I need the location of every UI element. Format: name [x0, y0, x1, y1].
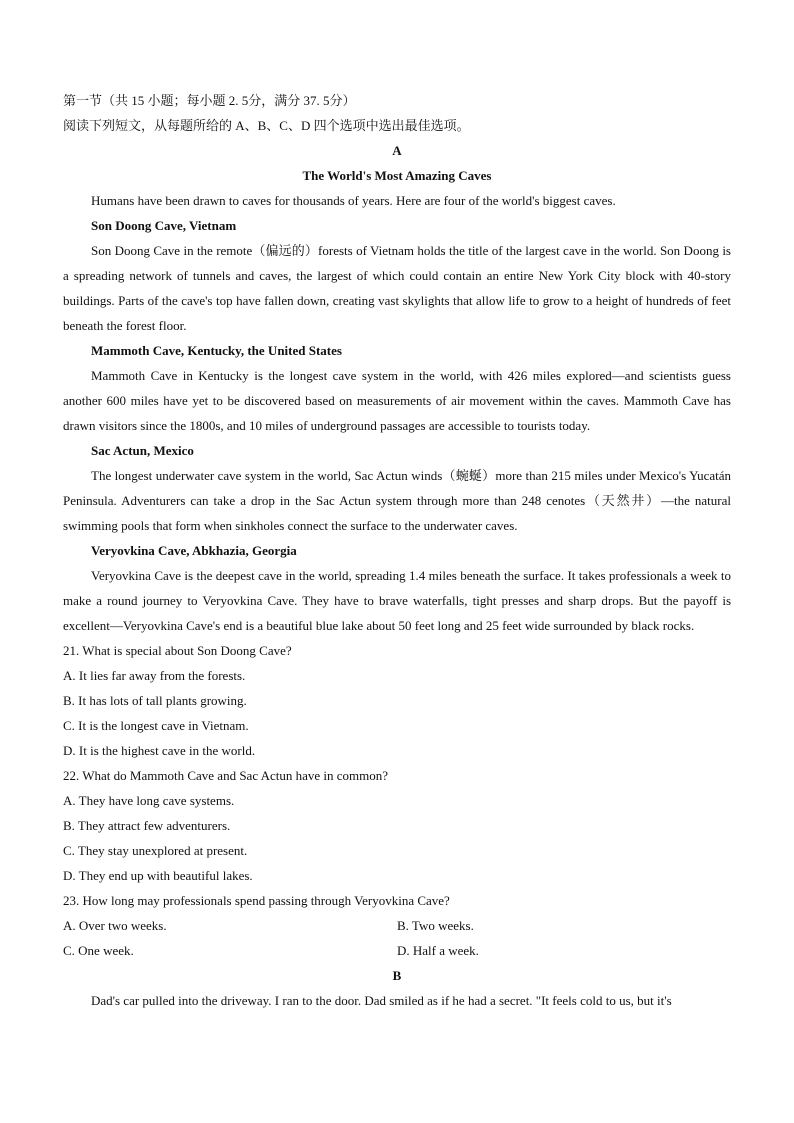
- section-heading-son-doong: Son Doong Cave, Vietnam: [91, 218, 237, 233]
- section-text-veryovkina: Veryovkina Cave is the deepest cave in the world, spreading 1.4 miles beneath the surface. It takes professionals a week to make a round journey to Veryovkina Cave. They have to brave waterfalls, tight presses and sharp drops. But the payoff is excellent—Veryovkina Cave's end is a beautiful blue lake about 50 feet long and 25 feet wide surrounded by black rocks.: [63, 568, 731, 633]
- question-22: 22. What do Mammoth Cave and Sac Actun have in common?: [63, 768, 389, 783]
- passage-b-letter: B: [392, 968, 402, 983]
- q21-option-d: D. It is the highest cave in the world.: [63, 743, 256, 758]
- q22-option-a: A. They have long cave systems.: [63, 793, 235, 808]
- q23-option-c: C. One week.: [63, 943, 134, 958]
- q21-option-b: B. It has lots of tall plants growing.: [63, 693, 247, 708]
- q23-option-a: A. Over two weeks.: [63, 918, 167, 933]
- passage-b-first-line: Dad's car pulled into the driveway. I ran to the door. Dad smiled as if he had a secret. "It feels cold to us, but it's: [91, 993, 672, 1008]
- instructions: 阅读下列短文，从每题所给的 A、B、C、D 四个选项中选出最佳选项。: [63, 118, 470, 133]
- section-text-mammoth: Mammoth Cave in Kentucky is the longest cave system in the world, with 426 miles explored—and scientists guess another 600 miles have yet to be discovered based on measurements of air movement within the caves. Mammoth Cave has drawn visitors since the 1800s, and 10 miles of underground passages are accessible to tourists today.: [63, 368, 731, 433]
- q21-option-a: A. It lies far away from the forests.: [63, 668, 246, 683]
- q21-option-c: C. It is the longest cave in Vietnam.: [63, 718, 249, 733]
- q23-options-row-2: [63, 938, 731, 963]
- section-heading-sac-actun: Sac Actun, Mexico: [91, 443, 194, 458]
- exam-page: [63, 88, 731, 1013]
- q23-option-d: D. Half a week.: [397, 943, 479, 958]
- question-21: 21. What is special about Son Doong Cave?: [63, 643, 292, 658]
- section-heading-mammoth: Mammoth Cave, Kentucky, the United States: [91, 343, 342, 358]
- q23-option-b: B. Two weeks.: [397, 918, 474, 933]
- passage-a-intro: Humans have been drawn to caves for thousands of years. Here are four of the world's biggest caves.: [91, 193, 616, 208]
- question-23: 23. How long may professionals spend passing through Veryovkina Cave?: [63, 893, 450, 908]
- passage-a-letter: A: [392, 143, 402, 158]
- section-header: 第一节（共 15 小题；每小题 2. 5分，满分 37. 5分）: [63, 93, 356, 108]
- section-heading-veryovkina: Veryovkina Cave, Abkhazia, Georgia: [91, 543, 297, 558]
- q23-options-row-1: [63, 913, 731, 938]
- passage-a-title: The World's Most Amazing Caves: [302, 168, 492, 183]
- q22-option-b: B. They attract few adventurers.: [63, 818, 231, 833]
- q22-option-d: D. They end up with beautiful lakes.: [63, 868, 253, 883]
- q22-option-c: C. They stay unexplored at present.: [63, 843, 248, 858]
- section-text-son-doong: Son Doong Cave in the remote（偏远的）forests of Vietnam holds the title of the largest cave in the world. Son Doong is a spreading network of tunnels and caves, the largest of which could contain an entire New York City block with 40-story buildings. Parts of the cave's top have fallen down, creating vast skylights that allow life to grow to a height of hundreds of feet beneath the forest floor.: [63, 243, 731, 333]
- section-text-sac-actun: The longest underwater cave system in the world, Sac Actun winds（蜿蜒）more than 215 miles under Mexico's Yucatán Peninsula. Adventurers can take a drop in the Sac Actun system through more than 248 cenotes（天然井）—the natural swimming pools that form when sinkholes connect the surface to the underwater caves.: [63, 468, 731, 533]
